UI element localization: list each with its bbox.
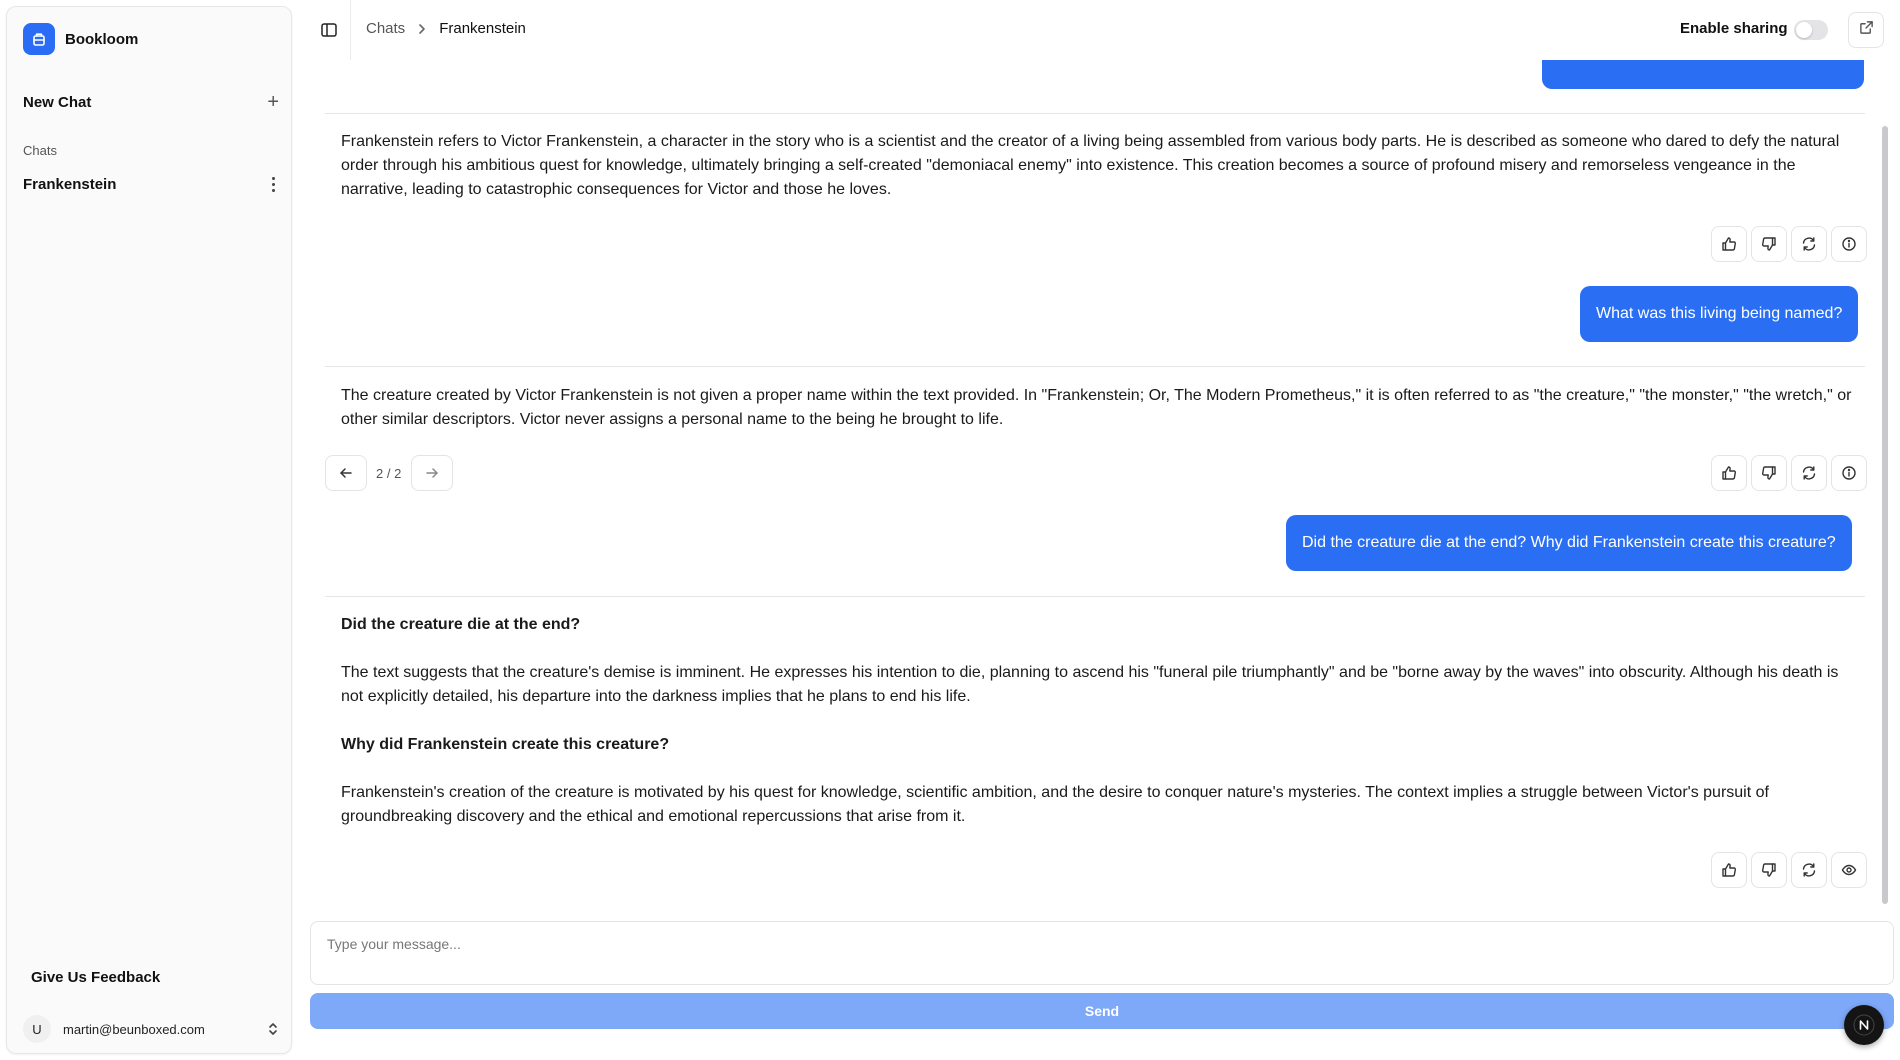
external-link-icon (1859, 20, 1874, 40)
user-menu[interactable] (23, 1015, 281, 1043)
message-divider (325, 113, 1865, 114)
thumbs-up-icon (1721, 236, 1737, 252)
thumbs-up-icon (1721, 465, 1737, 481)
refresh-icon (1801, 236, 1817, 252)
top-header (306, 0, 1900, 60)
chevrons-up-down-icon (265, 1021, 281, 1037)
give-feedback-link[interactable]: Give Us Feedback (31, 969, 161, 986)
info-icon (1841, 236, 1857, 252)
thumbs-down-icon (1761, 862, 1777, 878)
answer-paragraph: The text suggests that the creature's demise is imminent. He expresses his intention to die, planning to ascend his "funeral pile triumphantly" and be "borne away by the waves" into obscurity. Although his death is not explicitly detailed, his departure into the darkness implies that he plans to end his life. (341, 664, 1839, 705)
message-divider (325, 366, 1865, 367)
previous-response-button[interactable] (325, 455, 367, 491)
brand[interactable] (23, 23, 138, 55)
view-sources-button[interactable] (1831, 852, 1867, 888)
user-message-text: Did the creature die at the end? Why did Frankenstein create this creature? (1302, 534, 1836, 551)
assistant-message (341, 384, 1853, 432)
user-message-text: What was this living being named? (1596, 305, 1843, 322)
thumbs-up-button[interactable] (1711, 455, 1747, 491)
brand-name: Bookloom (65, 30, 139, 48)
user-message-bubble (1286, 515, 1852, 571)
thumbs-up-button[interactable] (1711, 226, 1747, 262)
floating-assistant-button[interactable] (1844, 1005, 1884, 1045)
new-chat-button[interactable] (23, 91, 281, 113)
info-button[interactable] (1831, 226, 1867, 262)
sidebar-toggle-icon[interactable] (318, 19, 340, 41)
open-external-button[interactable] (1848, 12, 1884, 48)
assistant-message-text: Frankenstein refers to Victor Frankenstein, a character in the story who is a scientist and the creator of a living being assembled from various body parts. He is described as someone who dared to defy the natural order through his ambitious quest for knowledge, ultimately bringing a self-created "demoniacal enemy" into existence. This creation becomes a source of profound misery and remorseless vengeance in the narrative, leading to catastrophic consequences for Victor and those he loves. (341, 133, 1840, 198)
next-response-button[interactable] (411, 455, 453, 491)
user-email: martin@beunboxed.com (63, 1021, 205, 1037)
new-chat-label: New Chat (23, 93, 92, 111)
message-input[interactable] (311, 922, 1893, 984)
user-message-bubble-previous (1542, 60, 1864, 89)
regenerate-button[interactable] (1791, 852, 1827, 888)
enable-sharing-label: Enable sharing (1680, 20, 1788, 37)
header-divider (350, 0, 351, 60)
thumbs-down-button[interactable] (1751, 852, 1787, 888)
assistant-message (341, 613, 1853, 829)
assistant-message (341, 130, 1853, 202)
arrow-left-icon (338, 465, 354, 481)
toggle-knob (1796, 22, 1812, 38)
breadcrumb (366, 20, 526, 37)
thumbs-up-button[interactable] (1711, 852, 1747, 888)
message-divider (325, 596, 1865, 597)
info-button[interactable] (1831, 455, 1867, 491)
sharing-toggle[interactable] (1794, 20, 1828, 40)
bookloom-logo-icon (23, 23, 55, 55)
assistant-message-text: The creature created by Victor Frankenstein is not given a proper name within the text provided. In "Frankenstein; Or, The Modern Prometheus," it is often referred to as "the creature," "the monster," "the wretch," or other similar descriptors. Victor never assigns a personal name to the being he brought to life. (341, 387, 1852, 428)
sidebar-item-label: Frankenstein (23, 175, 117, 193)
avatar: U (23, 1015, 51, 1043)
user-message-bubble (1580, 286, 1858, 342)
answer-heading: Did the creature die at the end? (341, 616, 581, 633)
more-vertical-icon[interactable] (265, 175, 281, 193)
regenerate-button[interactable] (1791, 455, 1827, 491)
answer-heading: Why did Frankenstein create this creature? (341, 736, 670, 753)
thumbs-down-icon (1761, 236, 1777, 252)
thumbs-down-button[interactable] (1751, 455, 1787, 491)
info-icon (1841, 465, 1857, 481)
response-pager-count: 2 / 2 (376, 466, 402, 481)
n-logo-icon (1853, 1014, 1875, 1036)
sidebar (6, 6, 292, 1054)
message-composer (310, 921, 1894, 985)
sidebar-item-frankenstein[interactable] (23, 173, 281, 195)
chevron-right-icon (417, 23, 427, 35)
breadcrumb-chats[interactable]: Chats (366, 20, 406, 37)
refresh-icon (1801, 465, 1817, 481)
answer-paragraph: Frankenstein's creation of the creature is motivated by his quest for knowledge, scientific ambition, and the desire to conquer nature's mysteries. The context implies a struggle between Victor's pursuit of groundbreaking discovery and the ethical and emotional repercussions that arise from it. (341, 784, 1769, 825)
send-button[interactable]: Send (310, 993, 1894, 1029)
chat-scrollbar[interactable] (1882, 126, 1888, 904)
arrow-right-icon (424, 465, 440, 481)
breadcrumb-current: Frankenstein (439, 20, 526, 37)
chats-section-label: Chats (23, 143, 57, 158)
thumbs-down-button[interactable] (1751, 226, 1787, 262)
regenerate-button[interactable] (1791, 226, 1827, 262)
refresh-icon (1801, 862, 1817, 878)
thumbs-up-icon (1721, 862, 1737, 878)
eye-icon (1841, 862, 1857, 878)
plus-icon: + (267, 91, 279, 113)
thumbs-down-icon (1761, 465, 1777, 481)
